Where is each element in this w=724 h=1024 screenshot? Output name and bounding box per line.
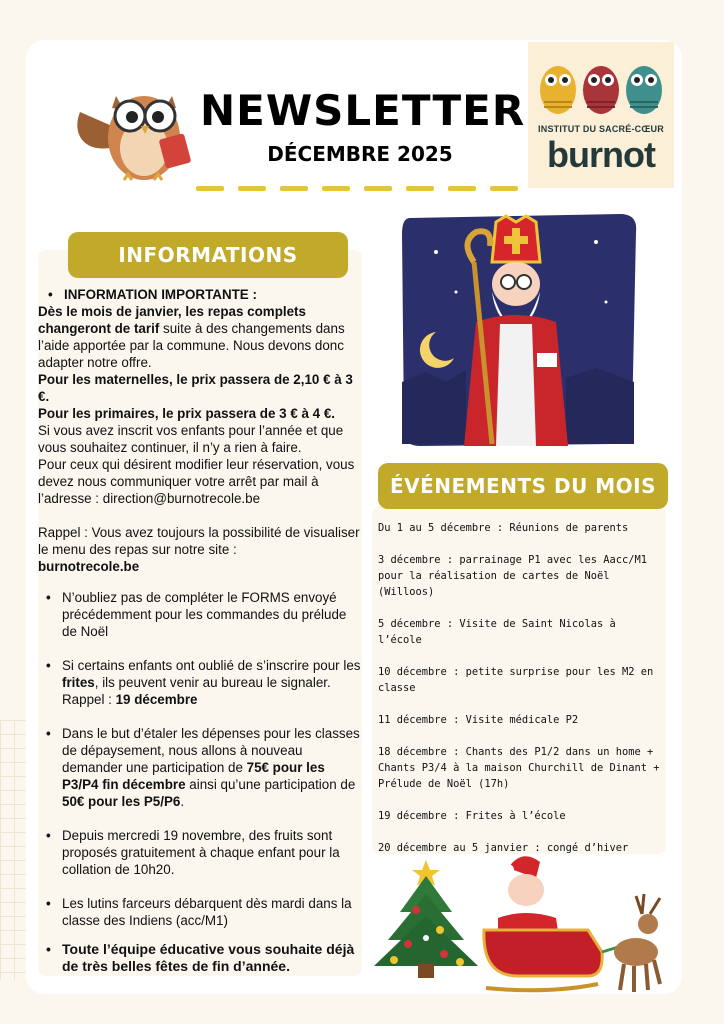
- santa-sleigh-icon: [478, 848, 668, 996]
- maternelles-price: Pour les maternelles, le prix passera de 2,10 € à 3 €.: [38, 372, 353, 404]
- saint-nicolas-illustration: [396, 212, 640, 448]
- depaysement-text-b: ainsi qu’une participation de: [185, 777, 356, 792]
- depaysement-text-a: Dans le but d’étaler les dépenses pour les classes de dépaysement, nous allons à nouveau demander une participation de: [62, 726, 360, 775]
- bullet-fruits: • Depuis mercredi 19 novembre, des fruits sont proposés gratuitement à chaque enfant pour la collation de 10h20.: [38, 827, 362, 878]
- logo-brand: burnot: [547, 134, 655, 175]
- depaysement-p5p6: 50€ pour les P5/P6: [62, 794, 181, 809]
- event-item: 5 décembre : Visite de Saint Nicolas à l’école: [378, 618, 616, 646]
- bullet-frites: [38, 657, 362, 708]
- owl-icon: [72, 82, 202, 186]
- tariff-change-text: Dès le mois de janvier, les repas complets changeront de tarif: [38, 304, 306, 336]
- school-logo: [528, 42, 674, 188]
- info-paragraph-3: Pour ceux qui désirent modifier leur réservation, vous devez nous communiquer votre arrêt par mail à l’adresse : direction@burnotrecole.be: [38, 457, 355, 506]
- frites-text-a: Si certains enfants ont oublié de s’inscrire pour les: [62, 658, 361, 673]
- depaysement-text-c: .: [180, 794, 185, 809]
- depaysement-p3p4: 75€ pour les P3/P4 fin décembre: [62, 760, 325, 792]
- events-heading: ÉVÉNEMENTS DU MOIS: [378, 463, 668, 509]
- frites-bold: frites: [62, 675, 95, 690]
- event-item: 11 décembre : Visite médicale P2: [378, 714, 579, 726]
- bullet-depaysement: [38, 725, 362, 810]
- bullet-wishes: • Toute l’équipe éducative vous souhaite déjà de très belles fêtes de fin d’année.: [38, 941, 362, 975]
- rappel-text: Rappel : Vous avez toujours la possibilité de visualiser le menu des repas sur notre site :: [38, 525, 360, 557]
- event-item: 19 décembre : Frites à l’école: [378, 810, 566, 822]
- informations-content: [38, 286, 362, 975]
- info-paragraph-1: [38, 303, 362, 371]
- important-label: • INFORMATION IMPORTANTE :: [40, 286, 362, 303]
- event-item: 10 décembre : petite surprise pour les M2 en classe: [378, 666, 654, 694]
- corner-grid-decoration: [0, 720, 28, 980]
- primaires-price: Pour les primaires, le prix passera de 3 € à 4 €.: [38, 406, 335, 421]
- event-item: 20 décembre au 5 janvier : congé d’hiver: [378, 842, 629, 854]
- event-item: 3 décembre : parrainage P1 avec les Aacc/M1 pour la réalisation de cartes de Noël (Willoos): [378, 554, 647, 598]
- informations-heading: INFORMATIONS: [68, 232, 348, 278]
- logo-owls-icon: [536, 56, 666, 118]
- newsletter-title: NEWSLETTER: [200, 86, 526, 135]
- bullet-forms: • N’oubliez pas de compléter le FORMS envoyé précédemment pour les commandes du prélude de Noël: [38, 589, 362, 640]
- events-list: [378, 520, 662, 872]
- dashed-divider: [196, 184, 526, 192]
- info-paragraph-2: Si vous avez inscrit vos enfants pour l’année et que vous souhaitez continuer, il n’y a rien à faire.: [38, 423, 344, 455]
- event-item: 18 décembre : Chants des P1/2 dans un home + Chants P3/4 à la maison Churchill de Dinant + Prélude de Noël (17h): [378, 746, 660, 790]
- bullet-lutins: • Les lutins farceurs débarquent dès mardi dans la classe des Indiens (acc/M1): [38, 895, 362, 929]
- christmas-tree-icon: [368, 854, 484, 980]
- frites-text-b: , ils peuvent venir au bureau le signaler. Rappel :: [62, 675, 331, 707]
- event-item: Du 1 au 5 décembre : Réunions de parents: [378, 522, 629, 534]
- tariff-change-rest: suite à des changements dans l’aide apportée par la commune. Nous devons donc adapter notre offre.: [38, 321, 345, 370]
- logo-institute-name: INSTITUT DU SACRÉ-CŒUR: [538, 124, 664, 134]
- newsletter-subtitle: DÉCEMBRE 2025: [267, 142, 453, 166]
- website-link[interactable]: burnotrecole.be: [38, 559, 140, 574]
- frites-date: 19 décembre: [115, 692, 198, 707]
